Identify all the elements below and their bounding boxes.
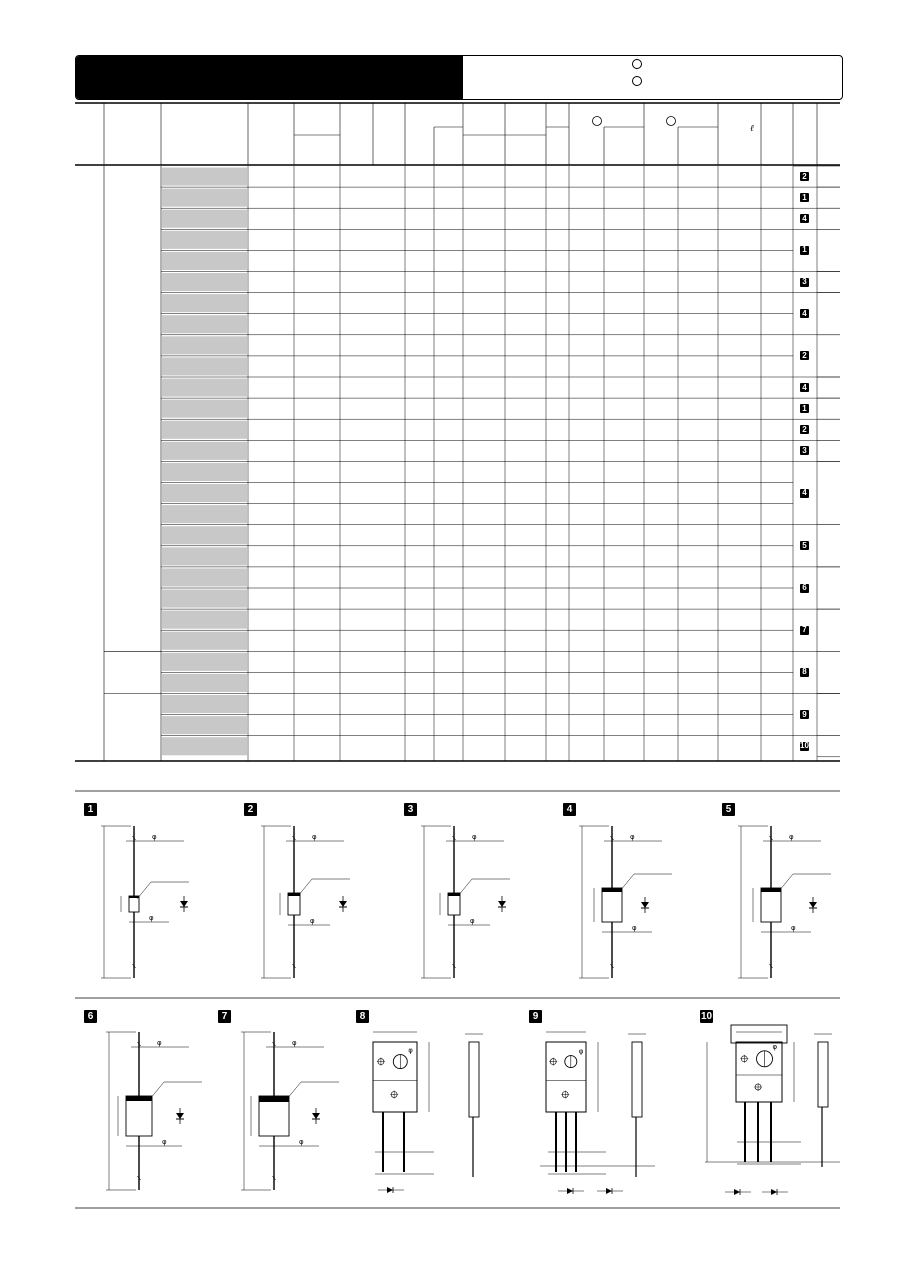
phi-symbol: φ bbox=[578, 1047, 584, 1056]
diode-body bbox=[126, 1096, 152, 1136]
band-leader bbox=[150, 1082, 202, 1099]
phi-symbol: φ bbox=[152, 833, 157, 841]
package-side-view bbox=[632, 1042, 642, 1117]
phi-symbol: φ bbox=[789, 833, 794, 841]
package-ref-badge: 4 bbox=[800, 489, 809, 498]
drawing-label-badge: 8 bbox=[356, 1010, 369, 1023]
cathode-band bbox=[602, 888, 622, 892]
pin-diode-icon bbox=[606, 1188, 612, 1194]
package-ref-badge: 1 bbox=[800, 404, 809, 413]
package-side-view bbox=[818, 1042, 828, 1107]
phi-symbol: φ bbox=[149, 914, 154, 922]
phi-symbol: φ bbox=[408, 1046, 413, 1055]
phi-symbol: φ bbox=[632, 924, 637, 932]
band-leader bbox=[298, 879, 350, 896]
package-body bbox=[736, 1042, 782, 1102]
drawing-label-badge: 3 bbox=[404, 803, 417, 816]
pin-diode-icon bbox=[771, 1189, 777, 1195]
drawing-label-badge: 2 bbox=[244, 803, 257, 816]
package-ref-badge: 2 bbox=[800, 351, 809, 360]
package-ref-badge: 10 bbox=[800, 741, 809, 751]
drawing-label-badge: 1 bbox=[84, 803, 97, 816]
band-leader bbox=[137, 882, 189, 899]
phi-symbol: φ bbox=[772, 1042, 778, 1051]
package-tab bbox=[731, 1025, 787, 1043]
package-ref-badge: 7 bbox=[800, 626, 809, 635]
phi-symbol: φ bbox=[299, 1138, 304, 1146]
diode-body bbox=[761, 888, 781, 922]
package-ref-badge: 4 bbox=[800, 214, 809, 223]
phi-symbol: φ bbox=[162, 1138, 167, 1146]
phi-symbol: φ bbox=[630, 833, 635, 841]
package-ref-badge: 4 bbox=[800, 383, 809, 392]
diode-body bbox=[448, 893, 460, 915]
cathode-band bbox=[259, 1096, 289, 1102]
package-ref-badge: 1 bbox=[800, 246, 809, 255]
package-ref-badge: 6 bbox=[800, 584, 809, 593]
package-ref-badge: 3 bbox=[800, 278, 809, 287]
phi-symbol: φ bbox=[292, 1039, 297, 1047]
phi-symbol: φ bbox=[312, 833, 317, 841]
phi-symbol: φ bbox=[310, 917, 315, 925]
package-ref-badge: 5 bbox=[800, 541, 809, 550]
package-ref-badge: 2 bbox=[800, 425, 809, 434]
package-ref-badge: 1 bbox=[800, 193, 809, 202]
package-ref-badge: 2 bbox=[800, 172, 809, 181]
cathode-band bbox=[129, 896, 139, 898]
package-ref-badge: 9 bbox=[800, 710, 809, 719]
phi-symbol: φ bbox=[157, 1039, 162, 1047]
pin-diode-icon bbox=[567, 1188, 573, 1194]
drawing-label-badge: 7 bbox=[218, 1010, 231, 1023]
phi-symbol: φ bbox=[472, 833, 477, 841]
pin-diode-icon bbox=[734, 1189, 740, 1195]
band-leader bbox=[458, 879, 510, 896]
diode-body bbox=[602, 888, 622, 922]
phi-symbol: φ bbox=[791, 924, 796, 932]
package-ref-badge: 4 bbox=[800, 309, 809, 318]
package-side-view bbox=[469, 1042, 479, 1117]
band-leader bbox=[287, 1082, 339, 1099]
package-ref-badge: 3 bbox=[800, 446, 809, 455]
cathode-band bbox=[761, 888, 781, 892]
pin-diode-icon bbox=[387, 1187, 393, 1193]
cathode-band bbox=[126, 1096, 152, 1101]
lead-length-symbol: ℓ bbox=[750, 124, 754, 134]
drawing-label-badge: 10 bbox=[700, 1010, 713, 1022]
drawing-label-badge: 6 bbox=[84, 1010, 97, 1023]
drawing-label-badge: 5 bbox=[722, 803, 735, 816]
phi-symbol: φ bbox=[470, 917, 475, 925]
package-ref-badge: 8 bbox=[800, 668, 809, 677]
drawing-label-badge: 4 bbox=[563, 803, 576, 816]
diode-body bbox=[288, 893, 300, 915]
band-leader bbox=[620, 874, 672, 891]
drawing-label-badge: 9 bbox=[529, 1010, 542, 1023]
band-leader bbox=[779, 874, 831, 891]
